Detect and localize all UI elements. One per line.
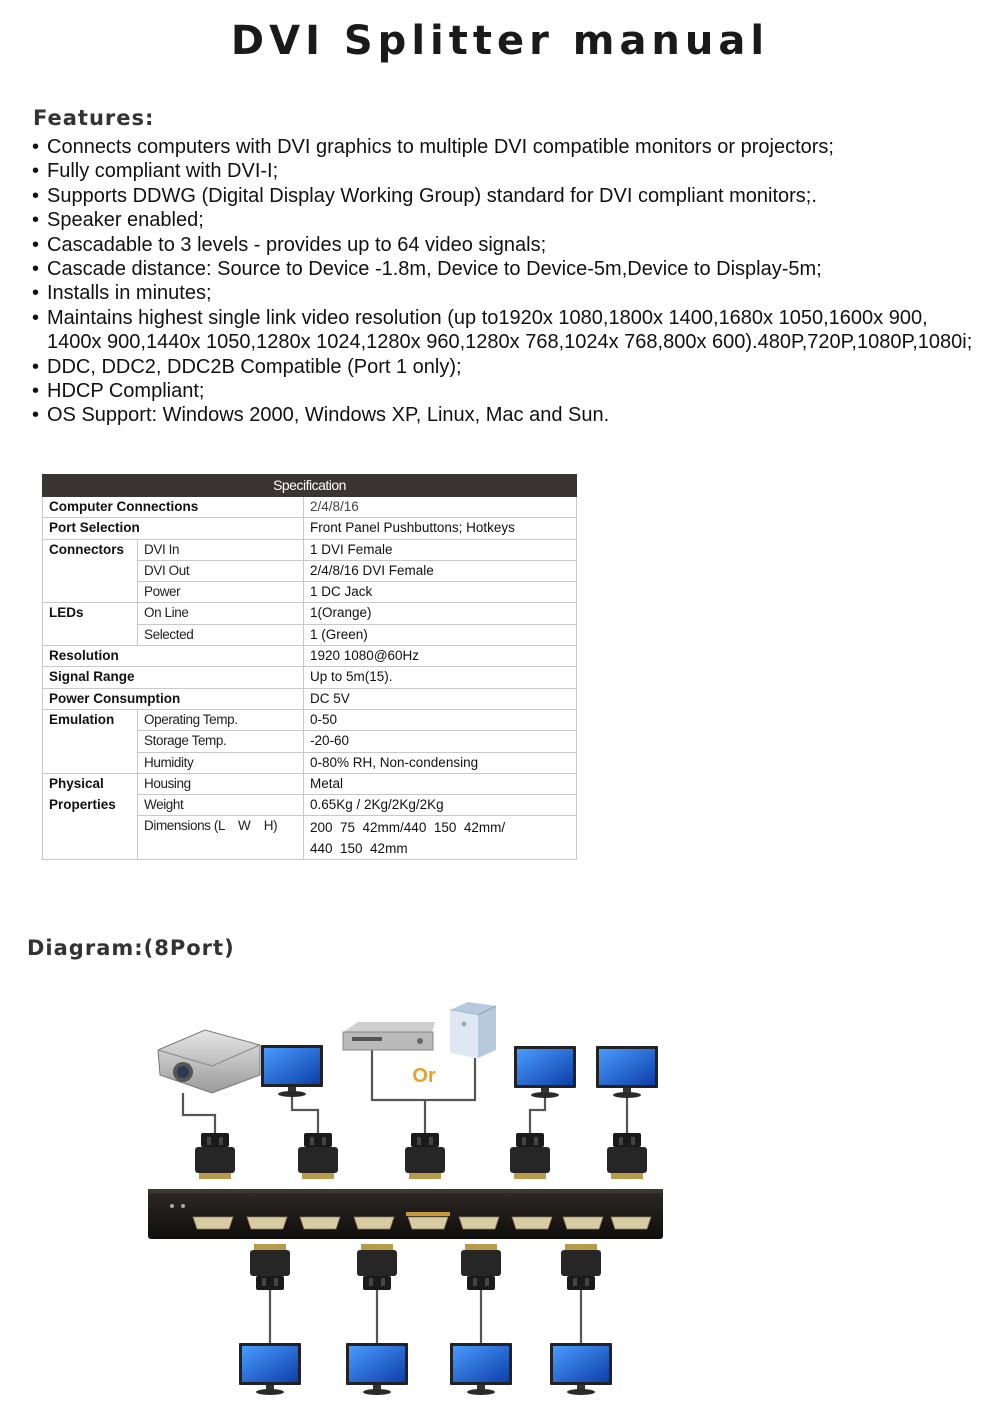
- feature-item: [32, 257, 997, 281]
- spec-value-signal-range: Up to 5m(15).: [304, 667, 577, 688]
- feature-item: [32, 135, 997, 159]
- spec-value-power: 1 DC Jack: [304, 582, 577, 603]
- connection-diagram: [0, 990, 1000, 1420]
- spec-sub-dvi-in: DVI In: [138, 539, 304, 560]
- splitter-device-icon: [148, 1189, 663, 1239]
- bullet-icon: •: [32, 282, 40, 305]
- bullet-icon: •: [32, 380, 40, 403]
- spec-sub-weight: Weight: [138, 795, 304, 816]
- spec-label-connectors: Connectors: [43, 539, 138, 603]
- bottom-monitor-3-icon: [450, 1343, 512, 1395]
- spec-value-dvi-in: 1 DVI Female: [304, 539, 577, 560]
- bottom-plug-4-icon: [561, 1244, 601, 1290]
- spec-value-weight: 0.65Kg / 2Kg/2Kg/2Kg: [304, 795, 577, 816]
- feature-text: DDC, DDC2, DDC2B Compatible (Port 1 only);: [47, 355, 462, 378]
- feature-item: [32, 208, 997, 232]
- bottom-plug-2-icon: [357, 1244, 397, 1290]
- spec-header: Specification: [43, 475, 577, 497]
- bullet-icon: •: [32, 306, 40, 329]
- spec-value-resolution: 1920 1080@60Hz: [304, 646, 577, 667]
- pc-tower-icon: [450, 1002, 496, 1058]
- spec-sub-dvi-out: DVI Out: [138, 560, 304, 581]
- feature-text: Cascadable to 3 levels - provides up to 64 video signals;: [47, 233, 547, 256]
- top-monitor-3-icon: [596, 1046, 658, 1098]
- bottom-monitor-4-icon: [550, 1343, 612, 1395]
- feature-text: Supports DDWG (Digital Display Working Group) standard for DVI compliant monitors;.: [47, 184, 817, 207]
- feature-item: [32, 233, 997, 257]
- spec-label-computer-connections: Computer Connections: [43, 497, 304, 518]
- diagram-heading: Diagram:(8Port): [27, 936, 235, 960]
- feature-text: Fully compliant with DVI-I;: [47, 160, 279, 183]
- bullet-icon: •: [32, 233, 40, 256]
- bullet-icon: •: [32, 404, 40, 427]
- spec-sub-dimensions: Dimensions (L W H): [138, 816, 304, 860]
- spec-value-dimensions-line1: 200 75 42mm/440 150 42mm/: [310, 820, 506, 836]
- features-list: [32, 135, 997, 428]
- spec-value-dimensions-line2: 440 150 42mm: [310, 841, 408, 857]
- bullet-icon: •: [32, 136, 40, 158]
- features-heading: Features:: [33, 106, 155, 130]
- spec-value-dimensions: [304, 816, 577, 860]
- spec-value-operating-temp: 0-50: [304, 709, 577, 730]
- top-plug-5-icon: [607, 1133, 647, 1179]
- feature-item: [32, 159, 997, 183]
- top-monitor-2-icon: [514, 1046, 576, 1098]
- feature-text: HDCP Compliant;: [47, 380, 205, 403]
- top-plug-2-icon: [298, 1133, 338, 1179]
- top-plug-1-icon: [195, 1133, 235, 1179]
- spec-value-selected: 1 (Green): [304, 624, 577, 645]
- spec-sub-operating-temp: Operating Temp.: [138, 709, 304, 730]
- bullet-icon: •: [32, 184, 40, 207]
- bullet-icon: •: [32, 209, 40, 232]
- spec-label-power-consumption: Power Consumption: [43, 688, 304, 709]
- feature-item: [32, 306, 997, 355]
- spec-sub-power: Power: [138, 582, 304, 603]
- bottom-plug-3-icon: [461, 1244, 501, 1290]
- spec-label-properties: Properties: [43, 795, 138, 816]
- spec-value-computer-connections: 2/4/8/16: [304, 497, 577, 518]
- bottom-monitor-1-icon: [239, 1343, 301, 1395]
- spec-sub-housing: Housing: [138, 773, 304, 794]
- feature-item: [32, 403, 997, 427]
- spec-sub-online: On Line: [138, 603, 304, 624]
- page-title: DVI Splitter manual: [230, 18, 770, 64]
- bottom-cables: [270, 1290, 581, 1343]
- spec-label-leds: LEDs: [43, 603, 138, 646]
- feature-text: Connects computers with DVI graphics to multiple DVI compatible monitors or projectors;: [47, 136, 834, 158]
- spec-value-online: 1(Orange): [304, 603, 577, 624]
- feature-text: Cascade distance: Source to Device -1.8m, Device to Device-5m,Device to Display-5m;: [47, 258, 822, 281]
- spec-label-emulation: Emulation: [43, 709, 138, 773]
- bullet-icon: •: [32, 355, 40, 378]
- feature-item: [32, 184, 997, 208]
- feature-text: Speaker enabled;: [47, 209, 204, 232]
- spec-value-storage-temp: -20-60: [304, 731, 577, 752]
- dvd-player-icon: [343, 1022, 435, 1050]
- spec-label-resolution: Resolution: [43, 646, 304, 667]
- bottom-plug-1-icon: [250, 1244, 290, 1290]
- spec-value-dvi-out: 2/4/8/16 DVI Female: [304, 560, 577, 581]
- bullet-icon: •: [32, 258, 40, 281]
- spec-sub-humidity: Humidity: [138, 752, 304, 773]
- spec-value-humidity: 0-80% RH, Non-condensing: [304, 752, 577, 773]
- spec-sub-storage-temp: Storage Temp.: [138, 731, 304, 752]
- top-plug-4-icon: [510, 1133, 550, 1179]
- spec-value-housing: Metal: [304, 773, 577, 794]
- spec-label-physical: Physical: [43, 773, 138, 794]
- feature-text: Maintains highest single link video resolution (up to1920x 1080,1800x 1400,1680x 1050,1600x 900, 1400x 900,1440x 1050,1280x 1024,1280x 960,1280x 768,1024x 768,800x 600).480P,720P,1080P,1080i;: [47, 306, 973, 354]
- feature-text: OS Support: Windows 2000, Windows XP, Linux, Mac and Sun.: [47, 404, 610, 427]
- specification-table: [42, 474, 577, 860]
- or-label: Or: [412, 1065, 436, 1087]
- feature-item: [32, 379, 997, 403]
- spec-label-signal-range: Signal Range: [43, 667, 304, 688]
- projector-icon: [158, 1030, 260, 1093]
- spec-value-port-selection: Front Panel Pushbuttons; Hotkeys: [304, 518, 577, 539]
- spec-value-power-consumption: DC 5V: [304, 688, 577, 709]
- feature-item: [32, 281, 997, 305]
- top-plug-3-icon: [405, 1133, 445, 1179]
- feature-text: Installs in minutes;: [47, 282, 212, 305]
- feature-item: [32, 355, 997, 379]
- spec-label-empty: [43, 816, 138, 860]
- top-monitor-1-icon: [261, 1045, 323, 1097]
- spec-label-port-selection: Port Selection: [43, 518, 304, 539]
- bottom-monitor-2-icon: [346, 1343, 408, 1395]
- spec-sub-selected: Selected: [138, 624, 304, 645]
- bullet-icon: •: [32, 160, 40, 183]
